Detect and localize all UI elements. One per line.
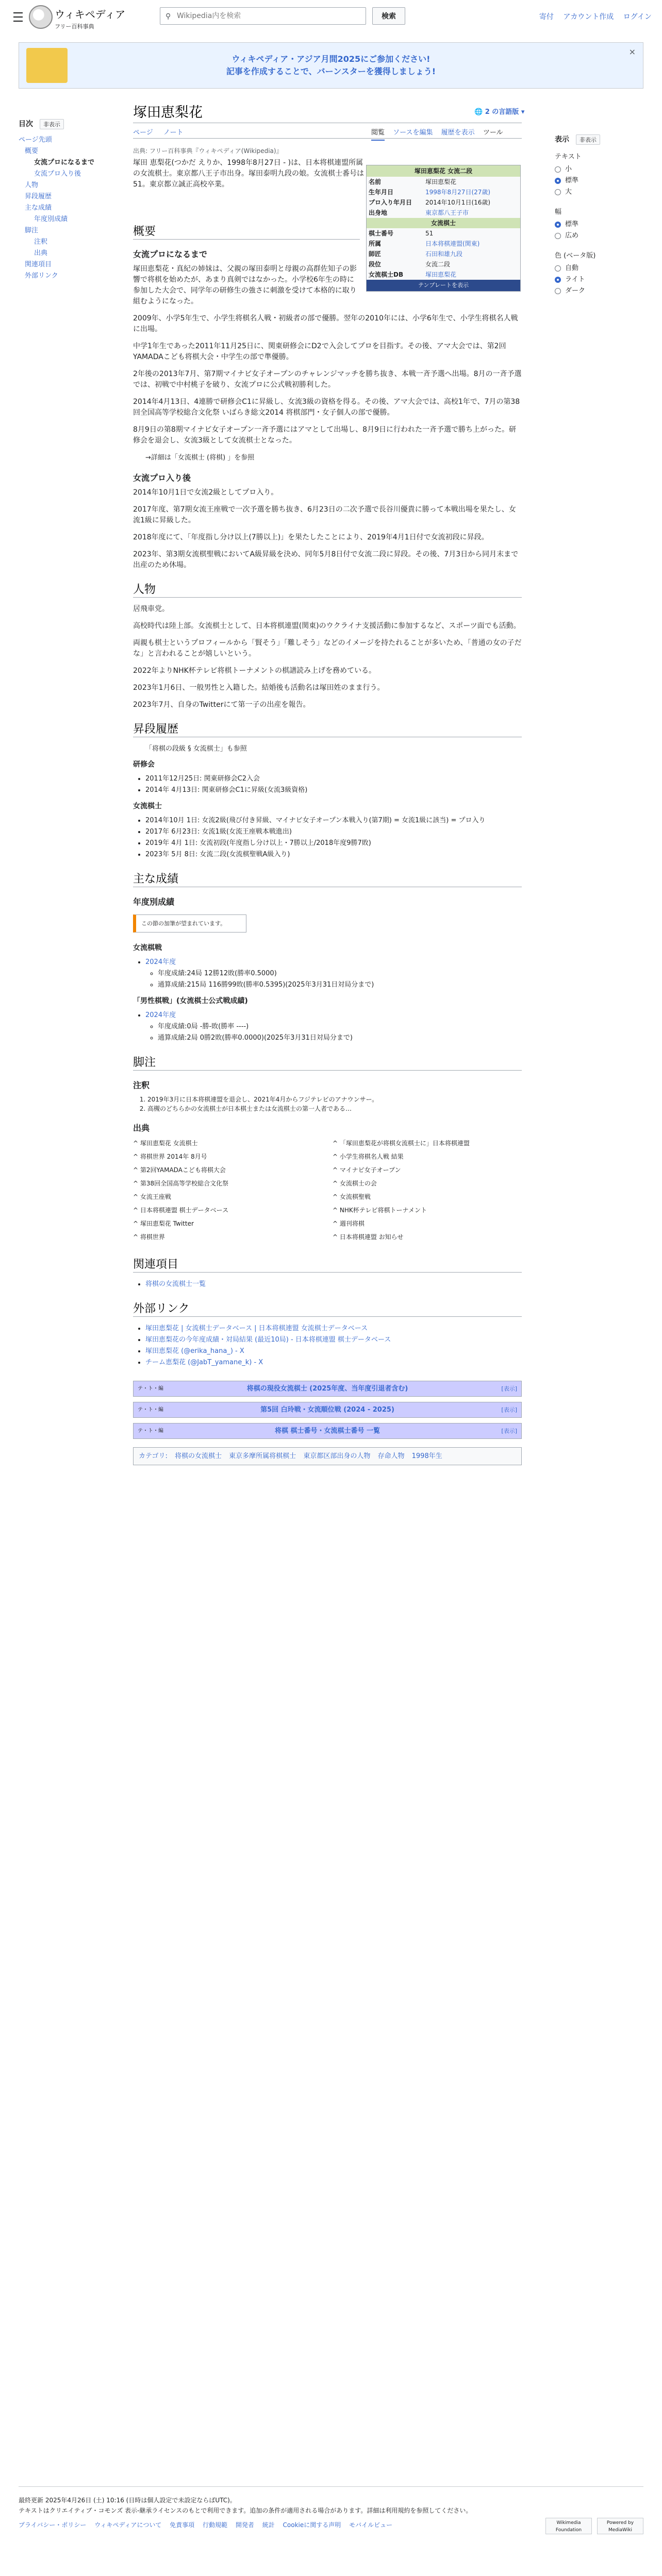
tab-page[interactable]: ページ (133, 129, 153, 137)
radio-icon (555, 288, 561, 294)
reference-item[interactable]: ^ 日本将棋連盟 お知らせ (333, 1233, 404, 1241)
navbox (133, 1402, 522, 1418)
infobox-key: 所属 (369, 240, 382, 247)
list-item (145, 1346, 522, 1357)
list-heading: 女流棋士 (133, 802, 162, 810)
toc-item[interactable] (19, 259, 106, 270)
search-box (160, 7, 366, 25)
navbox-vte[interactable]: テ・ト・編 (138, 1407, 163, 1413)
toc-item[interactable] (19, 168, 106, 180)
year-list (145, 957, 522, 991)
section-heading-promotion: 昇段履歴 (133, 724, 522, 737)
subsection-heading: 年度別成績 (133, 897, 175, 907)
toc-link[interactable]: 人物 (25, 181, 39, 189)
tabs-divider (133, 138, 522, 139)
navbox-title[interactable] (134, 1423, 521, 1438)
list-item (145, 1010, 522, 1044)
paragraph: 2年後の2013年7月、第7期マイナビ女子オープンのチャレンジマッチを勝ち抜き、本戦一斉予選へ出場。8月の一斉予選では、初戦で中村桃子を破り、女流プロに公式戦初勝利した。 (133, 370, 522, 389)
list-heading: 「男性棋戦」(女流棋士公式戦成績) (133, 997, 248, 1005)
list-item (145, 1357, 522, 1368)
reference-item[interactable]: ^ 「塚田恵梨花が将棋女流棋士に」日本将棋連盟 (333, 1140, 470, 1147)
toc-link[interactable]: 概要 (25, 147, 39, 155)
list-item: • 2023年 5月 8日: 女流二段(女流棋聖戦A級入り) (145, 849, 522, 860)
references-list (133, 1139, 522, 1246)
list-item: ◦ 年度成績:24局 12勝12敗(勝率0.5000) (158, 968, 522, 979)
radio-selected-icon (555, 277, 561, 283)
view-tabs (371, 127, 509, 137)
tab-tools[interactable]: ツール (483, 129, 503, 137)
personal-tools (532, 11, 652, 22)
paragraph: 2009年、小学5年生で、小学生将棋名人戦・初級者の部で優勝。翌年の2010年には、小学6年生で、小学生将棋名人戦に出場。 (133, 314, 518, 333)
donate-link[interactable]: 寄付 (539, 13, 554, 21)
list-item (145, 1279, 522, 1290)
footer-link[interactable]: 統計 (262, 2521, 275, 2529)
language-button[interactable]: 🌐 2 の言語版 ▾ (474, 108, 525, 116)
login-link[interactable]: ログイン (623, 13, 652, 21)
navbox-title[interactable] (134, 1381, 521, 1396)
toc-item[interactable] (19, 191, 106, 202)
article-body (133, 158, 522, 1465)
section-heading-external: 外部リンク (133, 1303, 522, 1317)
tab-read[interactable]: 閲覧 (371, 129, 385, 141)
wordmark-title: ウィキペディア (55, 8, 126, 21)
namespace-tabs (133, 127, 192, 137)
toc-item[interactable] (19, 146, 106, 157)
footer-link[interactable]: プライバシー・ポリシー (19, 2521, 87, 2529)
toc-link[interactable]: 女流プロ入り後 (34, 170, 81, 178)
toc-item[interactable] (19, 134, 106, 146)
reference-item[interactable]: ^ 将棋世界 2014年 8月号 (133, 1153, 207, 1160)
toc-item[interactable] (19, 236, 106, 248)
navbox-vte[interactable]: テ・ト・編 (138, 1428, 163, 1434)
language-button-label: 2 の言語版 (485, 108, 519, 116)
category-label[interactable]: カテゴリ: (139, 1452, 168, 1460)
list-item: • 2011年12月25日: 関東研修会C2入会 (145, 773, 522, 785)
infobox-value: 女流二段 (425, 261, 451, 268)
search-icon: ⚲ (166, 12, 171, 21)
reference-item[interactable]: ^ マイナビ女子オープン (333, 1166, 401, 1174)
reference-item[interactable]: ^ 週刊将棋 (333, 1220, 365, 1227)
kenshu-list (145, 773, 522, 796)
width-wide-radio[interactable] (555, 230, 648, 242)
infobox-value[interactable]: 1998年8月27日(27歳) (425, 189, 491, 196)
infobox-value[interactable]: 塚田恵梨花 (425, 271, 457, 278)
navbox-title-text[interactable]: 将棋の現役女流棋士 (2025年度、当年度引退者含む) (246, 1385, 408, 1393)
infobox-key: 女流棋士DB (369, 271, 404, 278)
joryu-list (145, 815, 522, 860)
search-input[interactable] (177, 10, 362, 22)
subsection-heading: 出典 (133, 1123, 150, 1133)
toc-link[interactable]: 外部リンク (25, 272, 58, 280)
navbox (133, 1381, 522, 1397)
radio-icon (555, 265, 561, 272)
paragraph: 2018年度にて、「年度指し分け以上(7勝以上)」を果たしたことにより、2019年4月1日付で女流初段に昇段。 (133, 533, 489, 541)
year-link[interactable]: 2024年度 (145, 958, 176, 966)
paragraph: 2014年4月13日、4連勝で研修会C1に昇級し、女流3級の資格を得る。その後、アマ大会では、高校1年で、7月の第38回全国高等学校総合文化祭 いばらき総文2014 将棋部門・女子個人の部で優勝。 (133, 398, 520, 417)
radio-label: 自動 (565, 264, 579, 272)
footer-link[interactable]: Cookieに関する声明 (283, 2521, 341, 2529)
list-item: ◦ 通算成績:2局 0勝2敗(勝率0.0000)(2025年3月31日対局分まで) (158, 1032, 522, 1044)
infobox-value: 塚田恵梨花 (425, 178, 457, 185)
text-size-large-radio[interactable] (555, 187, 648, 198)
toc-item[interactable] (19, 157, 106, 168)
external-link[interactable]: 塚田恵梨花 (@erika_hana_) - X (145, 1347, 244, 1355)
infobox-key: 棋士番号 (369, 230, 394, 237)
paragraph: 8月9日の第8期マイナビ女子オープン一斉予選にはアマとして出場し、8月9日に行われた一斉予選で勝ち上がった。研修会を退会し、女流3級として女流棋士となった。 (133, 426, 516, 445)
banner-text[interactable] (19, 53, 643, 78)
paragraph: 2017年度、第7期女流王座戦で一次予選を勝ち抜き、6月23日の二次予選で長谷川優貴に勝って本戦出場を果たし、女流1級に昇級した。 (133, 505, 516, 524)
note-item: 2. 高槻のどちらかの女流棋士が日本棋士または女流棋士の第一人者である… (147, 1104, 522, 1113)
radio-label: 標準 (565, 221, 579, 228)
site-header (0, 0, 662, 33)
year-link[interactable]: 2024年度 (145, 1011, 176, 1019)
toc-item[interactable] (19, 202, 106, 214)
list-item: ◦ 年度成績:0局 -勝-敗(勝率 ----) (158, 1021, 522, 1032)
navbox-title[interactable] (134, 1402, 521, 1417)
section-heading-overview: 概要 (133, 226, 360, 240)
site-wordmark[interactable] (55, 6, 125, 30)
navbox-title-text[interactable]: 第5回 白玲戦・女流順位戦 (2024 - 2025) (260, 1406, 394, 1414)
reference-item[interactable]: ^ 小学生将棋名人戦 結果 (333, 1153, 404, 1160)
color-group (555, 250, 648, 297)
table-of-contents (19, 118, 106, 282)
navbox (133, 1423, 522, 1439)
mediawiki-badge[interactable]: Powered by MediaWiki (597, 2518, 643, 2534)
color-auto-radio[interactable] (555, 263, 648, 274)
tab-talk[interactable]: ノート (163, 129, 184, 137)
toc-link-current[interactable]: 女流プロになるまで (34, 159, 95, 166)
toc-title: 目次 (19, 120, 33, 128)
toc-link[interactable]: 脚注 (25, 227, 39, 234)
color-dark-radio[interactable] (555, 285, 648, 297)
list-item: • 2019年 4月 1日: 女流初段(年度指し分け以上・7勝以上/2018年度9勝7敗) (145, 838, 522, 849)
list-item (145, 1323, 522, 1334)
infobox-subheading: 女流棋士 (367, 218, 520, 228)
section-heading-notes: 脚注 (133, 1057, 522, 1071)
paragraph: 両親も棋士というプロフィールから「賢そう」「難しそう」などのイメージを持たれることが多いため、「普通の女の子だな」と言われることが嬉しいという。 (133, 639, 522, 658)
year-list (145, 1010, 522, 1044)
hatnote[interactable]: 「将棋の段級 § 女流棋士」も参照 (145, 745, 247, 753)
infobox-key: プロ入り年月日 (369, 199, 412, 206)
paragraph: 2023年、第3期女流棋聖戦においてA級昇級を決め、同年5月8日付で女流二段に昇段。その後、7月3日から同月末まで出産のため休場。 (133, 550, 519, 569)
radio-label: ダーク (565, 287, 586, 295)
notes-list (147, 1095, 522, 1113)
external-link[interactable]: チーム恵梨花 (@JabT_yamane_k) - X (145, 1359, 263, 1366)
width-label: 幅 (555, 208, 562, 216)
banner-line-1[interactable]: ウィキペディア・アジア月間2025にご参加ください! (231, 54, 431, 64)
site-sub: 出典: フリー百科事典『ウィキペディア(Wikipedia)』 (133, 147, 283, 155)
paragraph: 塚田恵梨花・真紀の姉妹は、父親の塚田泰明と母親の高群佐知子の影響で将棋を始めたが、あまり真剣ではなかった。小学校6年生の時に参加した大会で、同学年の研修生の強さに刺激を受けて本格的に取り組むようになった。 (133, 265, 357, 306)
radio-label: ライト (565, 276, 585, 283)
page-title: 塚田恵梨花 (133, 105, 203, 121)
radio-label: 大 (565, 188, 572, 196)
wikipedia-logo-icon[interactable] (29, 5, 53, 29)
footer-link[interactable]: 免責事項 (170, 2521, 195, 2529)
reference-item[interactable]: ^ 将棋世界 (133, 1233, 165, 1241)
footer-link[interactable]: モバイルビュー (349, 2521, 393, 2529)
radio-icon (555, 166, 561, 173)
paragraph: 中学1年生であった2011年11月25日に、関東研修会にD2で入会してプロを目指す。その後、アマ大会では、第2回YAMADAこども将棋大会・中学生の部で準優勝。 (133, 342, 506, 361)
infobox-key: 段位 (369, 261, 382, 268)
section-heading-results: 主な成績 (133, 874, 522, 887)
appearance-panel (555, 134, 648, 305)
toc-item[interactable] (19, 248, 106, 259)
related-list (145, 1279, 522, 1290)
create-account-link[interactable]: アカウント作成 (563, 13, 614, 21)
infobox-value[interactable]: 石田和雄九段 (425, 250, 463, 258)
lead-paragraph: 塚田 恵梨花(つかだ えりか、1998年8月27日 - )は、日本将棋連盟所属の女流棋士。東京都八王子市出身。塚田泰明九段の娘。女流棋士番号は51。東京都立誠正高校卒業。 (133, 159, 364, 189)
reference-item[interactable]: ^ NHK杯テレビ将棋トーナメント (333, 1207, 427, 1214)
radio-icon (555, 189, 561, 195)
text-size-small-radio[interactable] (555, 164, 648, 175)
paragraph: 2023年1月6日、一般男性と入籍した。結婚後も活動名は塚田姓のまま行う。 (133, 684, 385, 692)
reference-item[interactable]: ^ 女流王座戦 (133, 1193, 171, 1200)
category-link[interactable]: 東京多摩所属将棋棋士 (229, 1452, 296, 1460)
radio-icon (555, 233, 561, 239)
toc-link[interactable]: 昇段履歴 (25, 193, 52, 200)
radio-label: 広め (565, 232, 579, 240)
footer-link[interactable]: ウィキペディアについて (94, 2521, 162, 2529)
width-group (555, 206, 648, 242)
list-item: • 2017年 6月23日: 女流1級(女流王座戦本戦進出) (145, 826, 522, 838)
subsection-heading: 女流プロ入り後 (133, 473, 191, 483)
infobox-value: 2014年10月1日(16歳) (425, 199, 491, 206)
external-link[interactable]: 塚田恵梨花 | 女流棋士データベース | 日本将棋連盟 女流棋士データベース (145, 1325, 368, 1332)
list-item (145, 1334, 522, 1346)
infobox-heading: 塚田恵梨花 女流二段 (367, 165, 520, 177)
toc-link[interactable]: 出典 (34, 249, 48, 257)
infobox-key: 名前 (369, 178, 382, 185)
list-item: • 2014年10月 1日: 女流2級(飛び付き昇級、マイナビ女子オープン本戦入り(第7期) = 女流1級に該当) = プロ入り (145, 815, 522, 826)
toc-item[interactable] (19, 270, 106, 282)
toc-list (19, 134, 106, 282)
infobox-key: 出身地 (369, 209, 388, 216)
category-link[interactable]: 将棋の女流棋士 (175, 1452, 222, 1460)
main-menu-button[interactable] (10, 9, 26, 25)
infobox-template-link[interactable]: テンプレートを表示 (367, 280, 520, 291)
wordmark-subtitle: フリー百科事典 (55, 23, 94, 30)
section-heading-person: 人物 (133, 584, 522, 598)
subsection-heading: 女流プロになるまで (133, 249, 208, 259)
infobox-value[interactable]: 日本将棋連盟(関東) (425, 240, 480, 247)
radio-selected-icon (555, 178, 561, 184)
color-light-radio[interactable] (555, 274, 648, 285)
expand-notice: この節の加筆が望まれています。 (133, 914, 246, 933)
toc-link[interactable]: ページ先頭 (19, 136, 52, 144)
reference-item[interactable]: ^ 塚田恵梨花 Twitter (133, 1220, 194, 1227)
color-label: 色 (ベータ版) (555, 252, 596, 260)
appearance-title: 表示 (555, 135, 569, 144)
radio-label: 標準 (565, 177, 579, 184)
category-links (133, 1447, 522, 1465)
subsection-heading: 注釈 (133, 1080, 150, 1090)
reference-item[interactable]: ^ 日本将棋連盟 棋士データベース (133, 1207, 229, 1214)
toc-link[interactable]: 注釈 (34, 238, 48, 246)
infobox-value: 51 (425, 230, 434, 237)
toc-link[interactable]: 関連項目 (25, 261, 52, 268)
tab-history[interactable]: 履歴を表示 (441, 129, 475, 137)
category-link[interactable]: 存命人物 (377, 1452, 405, 1460)
list-heading: 女流棋戦 (133, 944, 162, 952)
navbox-toggle[interactable]: [表示] (501, 1385, 517, 1392)
translate-icon: 🌐 (474, 108, 485, 116)
paragraph: 2014年10月1日で女流2級としてプロ入り。 (133, 488, 278, 497)
external-list (145, 1323, 522, 1368)
navbox-title-text[interactable]: 将棋 棋士番号・女流棋士番号 一覧 (274, 1427, 380, 1435)
wikimedia-badge[interactable]: Wikimedia Foundation (545, 2518, 592, 2534)
toc-heading (19, 118, 106, 129)
reference-item[interactable]: ^ 女流棋士の会 (333, 1180, 377, 1187)
text-size-group (555, 151, 648, 198)
text-size-standard-radio[interactable] (555, 175, 648, 187)
reference-item[interactable]: ^ 塚田恵梨花 女流棋士 (133, 1140, 198, 1147)
close-icon[interactable]: × (628, 47, 636, 57)
infobox-key: 生年月日 (369, 189, 394, 196)
footer-link[interactable]: 行動規範 (203, 2521, 228, 2529)
hatnote[interactable]: →詳細は「女流棋士 (将棋) 」を参照 (145, 454, 255, 462)
note-item: 1. 2019年3月に日本将棋連盟を退会し、2021年4月からフジテレビのアナウンサー。 (147, 1095, 522, 1104)
radio-selected-icon (555, 222, 561, 228)
footer-link[interactable]: 開発者 (235, 2521, 254, 2529)
site-notice-banner (19, 42, 643, 89)
page-footer (19, 2486, 643, 2533)
reference-item[interactable]: ^ 女流棋聖戦 (333, 1193, 371, 1200)
paragraph: 2022年よりNHK杯テレビ将棋トーナメントの棋譜読み上げを務めている。 (133, 667, 376, 675)
infobox-value[interactable]: 東京都八王子市 (425, 209, 469, 216)
list-item (145, 957, 522, 991)
appearance-heading (555, 134, 648, 145)
reference-item[interactable]: ^ 第2回YAMADAこども将棋大会 (133, 1166, 226, 1174)
toc-item[interactable] (19, 214, 106, 225)
appearance-hide-button[interactable]: 非表示 (576, 134, 600, 145)
list-heading: 研修会 (133, 760, 155, 769)
external-link[interactable]: 塚田恵梨花の今年度成績・対局結果 (最近10局) - 日本将棋連盟 棋士データベース (145, 1336, 391, 1344)
paragraph: 2023年7月、自身のTwitterにて第一子の出産を報告。 (133, 701, 310, 709)
banner-line-2[interactable]: 記事を作成することで、バーンスターを獲得しましょう! (226, 66, 436, 76)
toc-link[interactable]: 主な成績 (25, 204, 52, 212)
toc-link[interactable]: 年度別成績 (34, 215, 68, 223)
last-modified: 最終更新 2025年4月26日 (土) 10:16 (日時は個人設定で未設定ならばUTC)。 (19, 2497, 236, 2504)
category-link[interactable]: 1998年生 (411, 1452, 442, 1460)
toc-item[interactable] (19, 180, 106, 191)
navbox-vte[interactable]: テ・ト・編 (138, 1386, 163, 1392)
radio-label: 小 (565, 165, 572, 173)
navbox-toggle[interactable]: [表示] (501, 1406, 517, 1413)
list-item: ◦ 通算成績:215局 116勝99敗(勝率0.5395)(2025年3月31日対局分まで) (158, 979, 522, 991)
section-heading-related: 関連項目 (133, 1259, 522, 1273)
text-size-label: テキスト (555, 153, 582, 161)
navbox-toggle[interactable]: [表示] (501, 1428, 517, 1434)
search-button[interactable]: 検索 (372, 7, 405, 25)
width-standard-radio[interactable] (555, 219, 648, 230)
paragraph: 居飛車党。 (133, 605, 169, 613)
category-link[interactable]: 東京都区部出身の人物 (303, 1452, 371, 1460)
paragraph: 高校時代は陸上部。女流棋士として、日本将棋連盟(関東)のウクライナ支援活動に参加するなど、スポーツ面でも活動。 (133, 622, 521, 630)
reference-item[interactable]: ^ 第38回全国高等学校総合文化祭 (133, 1180, 229, 1187)
related-link[interactable]: 将棋の女流棋士一覧 (145, 1280, 206, 1288)
infobox-key: 師匠 (369, 250, 382, 258)
list-item: • 2014年 4月13日: 関東研修会C1に昇級(女流3級資格) (145, 785, 522, 796)
license-text: テキストはクリエイティブ・コモンズ 表示-継承ライセンスのもとで利用できます。追加の条件が適用される場合があります。詳細は利用規約を参照してください。 (19, 2507, 472, 2514)
toc-item[interactable] (19, 225, 106, 236)
toc-hide-button[interactable]: 非表示 (40, 119, 64, 129)
tab-edit-source[interactable]: ソースを編集 (393, 129, 433, 137)
